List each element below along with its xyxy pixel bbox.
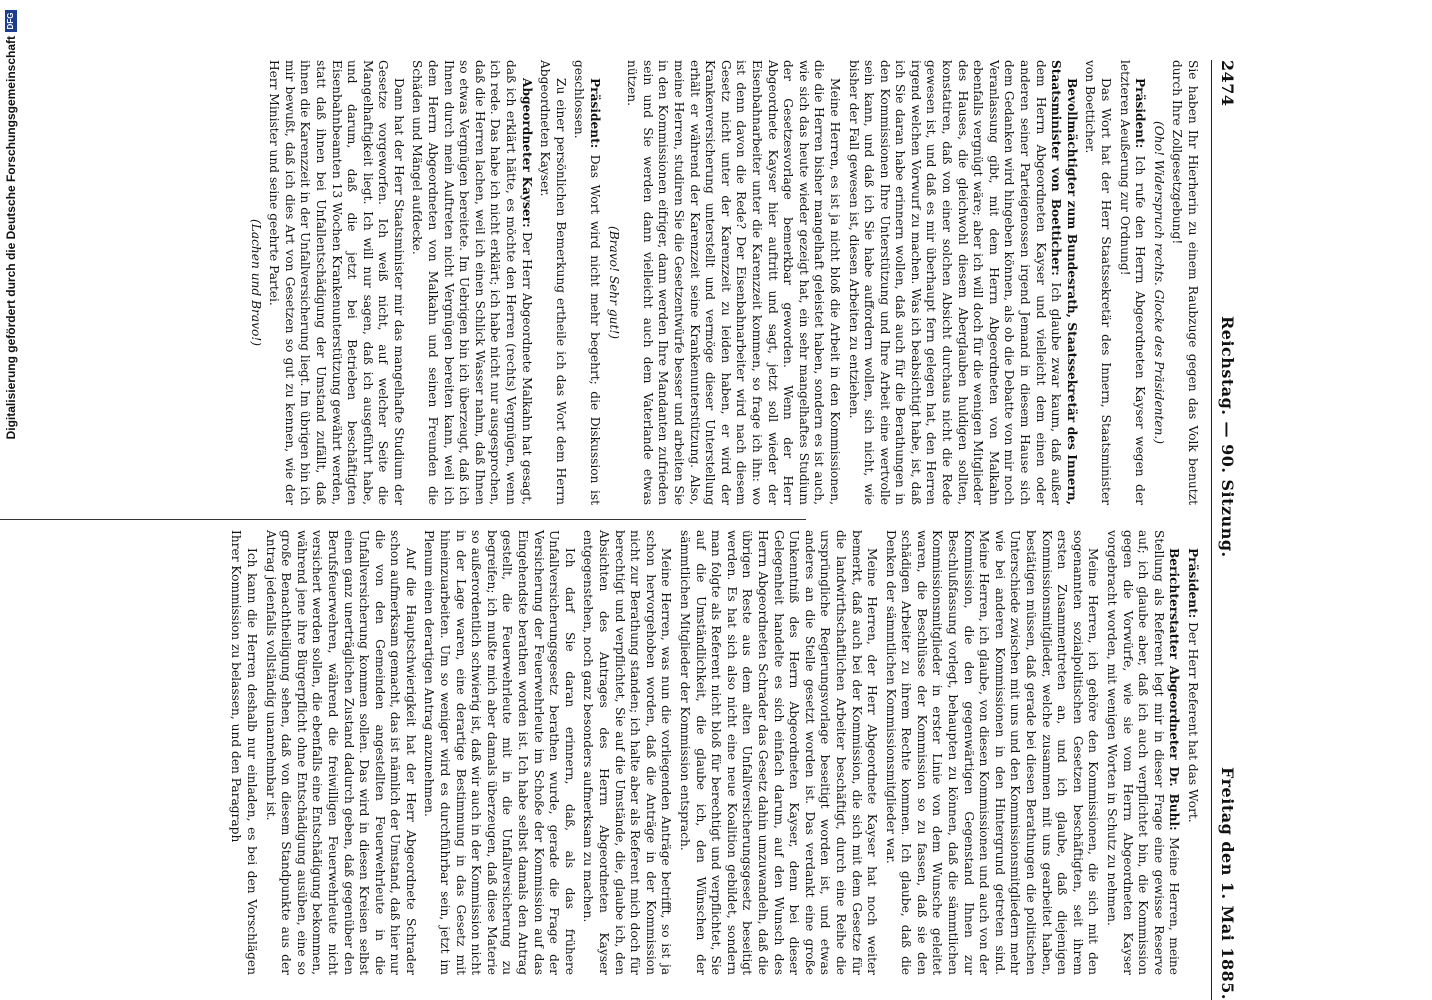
speech-paragraph — [571, 60, 602, 505]
newspaper-page — [0, 60, 1242, 1000]
paragraph-text: Der Herr Referent hat das Wort. — [1186, 622, 1200, 823]
speech-paragraph — [1116, 60, 1147, 505]
speaker-name: Berichterstatter Abgeordneter Dr. Buhl: — [1167, 548, 1182, 831]
paragraph-text: Meine Herren, was nun die vorliegenden Anträge betrifft, so ist ja schon hervorgehoben worden, daß die Anträge in der Kommission nicht zur Berathung standen; ich halte aber als Referent mich doch für berechtigt und verpflichtet, Sie auf die Umstände, die, glaube ich, den Absichten des Antrages des Herrn Abgeordneten Kayser entgegenstehen, noch ganz besonders aufmerksam zu machen. — [581, 530, 674, 975]
paragraph — [1169, 60, 1200, 505]
paragraph — [421, 530, 577, 975]
paragraph — [537, 60, 568, 505]
footer — [2, 10, 20, 995]
paragraph-text: Meine Herren, meine Stellung als Referent legt mir in dieser Frage eine gewisse Reserve auf; ich glaube aber, daß ich auch verpflichtet bin, die Kommission gegen die Vorwürfe, wie sie vom Herrn Abgeordneten Kayser vorgebracht worden, mit wenigen Worten in Schutz zu nehmen. — [1105, 530, 1182, 975]
speaker-name: Präsident: — [588, 78, 603, 149]
paragraph-text: Meine Herren, der Herr Abgeordnete Kayser hat noch weiter bemerkt, daß auch bei der Kommission, die sich mit dem Gesetze für die landwirthschaftlichen Arbeiter beschäftigt, durch eine Reihe die ursprüngliche Regierungsvorlage beseitigt worden ist, und etwas anderes an die Stelle gesetzt worden ist. Das verdankt eine große Unkenntniß des Herrn Abgeordneten Kayser, denn bei dieser Gelegenheit handelte es sich einfach darum, auf den Wunsch des Herrn Abgeordneten Schrader das Gesetz dahin umzuwandeln, daß die übrigen Reste aus dem alten Unfallversicherungsgesetz beseitigt werden. Es hat sich also nicht eine neue Koalition gebildet, sondern man folgte als Referent nicht bloß für berechtigt und verpflichtet, Sie auf die Umständlichkeit, die glaube ich, den Wünschen der sämmtlichen Mitglieder der Kommission entsprach. — [678, 530, 880, 975]
paragraph — [1150, 60, 1166, 505]
paragraph-text: (Bravo! Sehr gut!) — [606, 225, 621, 340]
paragraph — [882, 530, 1100, 975]
left-column — [244, 60, 1200, 505]
speaker-name: Präsident: — [1186, 548, 1200, 619]
speaker-name: Abgeordneter Kayser: — [519, 78, 534, 228]
paragraph — [580, 530, 674, 975]
session-title: Reichstag. — 90. Sitzung. — [1218, 315, 1237, 558]
paragraph-text: Zu einer persönlichen Bemerkung ertheile ich das Wort dem Herrn Abgeordneten Kayser. — [538, 60, 568, 505]
paragraph-text: Ich rufe den Herrn Abgeordneten Kayser wegen der letzteren Aeußerung zur Ordnung! — [1117, 60, 1148, 506]
paragraph — [247, 60, 263, 505]
paragraph-text: Ich kann die Herren deshalb nur einladen, es bei den Vorschlägen Ihrer Kommission zu belassen, und den Paragraph — [229, 530, 259, 975]
paragraph-text: Dann hat der Herr Staatsminister mir das mangelhafte Studium der Gesetze vorgeworfen. Ich weiß nicht, auf welcher Seite die Mangelhaftigkeit liegt. Ich will nur sagen, daß ich ausgeführt habe, und darum, daß die jetzt bei Betrieben beschäftigten Eisenbahnbeamten 13 Wochen Krankenunterstützung gewährt werden, statt daß ihnen bei Unfallentschädigung der Umstand zufällt, daß ihnen die Karenzzeit in der Unfallversicherung liegt. Im übrigen bin ich mir bewußt, daß ich dies Art von Gesetzen so gut zu kennen, wie der Herr Minister und seine geehrte Partei. — [267, 60, 406, 505]
paragraph-text: Ich glaube zwar kaum, daß außer dem Herrn Abgeordneten Kayser und vielleicht dem einen oder anderen seiner Parteigenossen irgend Jemand in diesem Hause sich dem Gedanken wird hingeben können, als ob die Debatte von mir noch Veranlassung gibt, mit dem Herrn Abgeordneten von Malkahn ebenfalls vergnügt wäre; aber ich will doch für die wenigen Mitglieder des Hauses, die gleichwohl diesem Aberglauben huldigen sollten, konstatiren, daß von einer solchen Absicht durchaus nicht die Rede gewesen ist, und daß es mir überhaupt fern gelegen hat, den Herren irgend welchen Vorwurf zu machen. Was ich beabsichtigt habe, ist, daß ich Sie daran habe erinnern wollen, daß auch für die Berathungen in den Kommissionen Ihre Unterstützung und Ihre Arbeit eine wertvolle sein kann, und daß ich Sie habe auffordern wollen, sich nicht, wie bisher der Fall gewesen ist, diesen Arbeiten zu entziehen. — [846, 60, 1064, 505]
paragraph-text: Ich darf Sie daran erinnern, daß, als das frühere Unfallversicherungsgesetz berathen wurde, gerade die Frage der Versicherung der Feuerwehrleute im Schoße der Kommission auf das Eingehendste berathen worden ist. Ich habe selbst damals den Antrag gestellt, die Feuerwehrleute mit in die Unfallversicherung zu begreifen; ich mußte mich aber damals überzeugen, daß diese Materie so außerordentlich schwierig ist, daß wir auch in der Kommission nicht in der Lage waren, eine derartige Bestimmung in das Gesetz mit hineinzuarbeiten. Um so weniger wird es durchführbar sein, jetzt im Plenum einen derartigen Antrag anzunehmen. — [422, 530, 577, 975]
paragraph — [228, 530, 259, 975]
speech-paragraph — [1103, 530, 1181, 975]
paragraph-text: (Oho! Widerspruch rechts. Glocke des Präsidenten.) — [1151, 121, 1166, 444]
paragraph — [676, 530, 879, 975]
dfg-logo-icon: DFG — [5, 10, 17, 32]
right-column — [225, 530, 1200, 975]
paragraph — [262, 530, 418, 975]
paragraph-text: Meine Herren, es ist ja nicht bloß die Arbeit in den Kommissionen, die die Herren bisher mangelhaft geleistet haben, sondern es ist auch, wie sich das heute wieder gezeigt hat, ein sehr mangelhaftes Studium der Gesetzesvorlage bemerkbar geworden. Wenn der Herr Abgeordnete Kayser hier auftritt und sagt, jetzt soll wieder der Eisenbahnarbeiter unter die Karenzzeit kommen, so frage ich ihn: wo ist denn davon die Rede? Der Eisenbahnarbeiter wird nach diesem Gesetz nicht unter der Karenzzeit zu leiden haben, er wird der Krankenversicherung unterstellt und vermöge dieser Unterstellung erhält er während der Karenzzeit seine Krankenunterstützung. Also, meine Herren, studiren Sie die Gesetzentwürfe besser und arbeiten Sie in den Kommissionen eifriger, dann werden Ihre Mandanten zufrieden sein und Sie werden dann vielleicht auch dem Vaterlande etwas nützen. — [625, 60, 842, 505]
footer-credit: Digitalisierung gefördert durch die Deutsche Forschungsgemeinschaft — [4, 36, 18, 440]
paragraph-text: Das Wort hat der Herr Staatssekretär des Innern, Staatsminister von Boetticher. — [1083, 60, 1114, 505]
speech-paragraph — [845, 60, 1079, 505]
paragraph — [624, 60, 842, 505]
speech-paragraph — [1184, 530, 1200, 975]
speech-paragraph — [409, 60, 534, 505]
page-number: 2474 — [1218, 60, 1237, 107]
column-divider — [0, 519, 806, 520]
paragraph — [1082, 60, 1113, 505]
paragraph-text: (Lachen und Bravo!) — [248, 218, 263, 347]
speaker-name: Bevollmächtigter zum Bundesrath, Staatssekretär des Innern, Staatsminister von Boetticher: — [1049, 60, 1079, 505]
paragraph-text: Auf die Hauptschwierigkeit hat der Herr Abgeordnete Schrader schon aufmerksam gemacht, das ist nämlich der Umstand, daß hier nur die von den Gemeinden angestellten Feuerwehrleute in die Unfallversicherung kommen sollen. Das wird in diesen Kreisen selbst einen ganz unerträglichen Zustand dadurch geben, daß gegenüber den Berufsfeuerwehren, während die freiwilligen Feuerwehrleute nicht versichert werden sollen, die ebenfalls eine Entschädigung bekommen, während jene ihre Bürgerpflicht ohne Entschädigung ausüben, eine so große Benachtheiligung sehen, daß von diesem Standpunkte aus der Antrag jedenfalls vollständig unannehmbar ist. — [263, 530, 418, 975]
paragraph-text: Das Wort wird nicht mehr begehrt; die Diskussion ist geschlossen. — [572, 60, 603, 506]
paragraph — [605, 60, 621, 505]
header-rule — [1211, 60, 1212, 1000]
speaker-name: Präsident: — [1133, 78, 1148, 149]
page-header — [1218, 60, 1242, 1000]
paragraph-text: Meine Herren, ich gehöre den Kommissionen, die sich mit den sogenannten sozialpolitischen Gesetzen beschäftigten, seit ihrem ersten Zusammentreten an, und ich glaube, daß diejenigen Kommissionsmitglieder, welche zusammen mit uns gearbeitet haben, bestätigen müssen, daß gerade bei diesen Berathungen die politischen Unterschiede zwischen mit uns und den Kommissionsmitgliedern mehr wie bei anderen Kommissionen in den Hintergrund getreten sind. Meine Herren, ich glaube, von diesen Kommissionen und auch von der Kommission, die den gegenwärtigen Gegenstand Ihnen zur Beschlußfassung vorlegt, behaupten zu können, daß die sämmtlichen Kommissionsmitglieder in erster Linie von dem Wunsche geleitet waren, die Beschlüsse der Kommission so zu fassen, daß sie den schädigen Arbeiter zu ihrem Rechte kommen. Ich glaube, daß die Denken der sämmtlichen Kommissionsmitglieder war. — [883, 530, 1101, 975]
paragraph — [266, 60, 406, 505]
session-date: Freitag den 1. Mai 1885. — [1218, 767, 1237, 1000]
paragraph-text: Der Herr Abgeordnete Malkahn hat gesagt, daß ich erklärt hätte, es möchte den Herren (rechts) Vergnügen, wenn ich rede. Das habe ich nicht erklärt; ich habe nicht nur ausgesprochen, daß die Herren lachen, weil ich einen Schlick Wasser nahm, daß Ihnen so etwas Vergnügen bereitete. Im Uebrigen bin ich überzeugt, daß ich Ihnen durch mein Auftreten nicht Vergnügen bereiten kann, weil ich dem Herrn Abgeordneten von Malkahn und seinen Freunden die Schäden und Mängel aufdecke. — [410, 60, 534, 505]
paragraph-text: Sie haben Ihr Hierherin zu einem Raubzuge gegen das Volk benutzt durch Ihre Zollgesetzgebung! — [1170, 60, 1200, 505]
